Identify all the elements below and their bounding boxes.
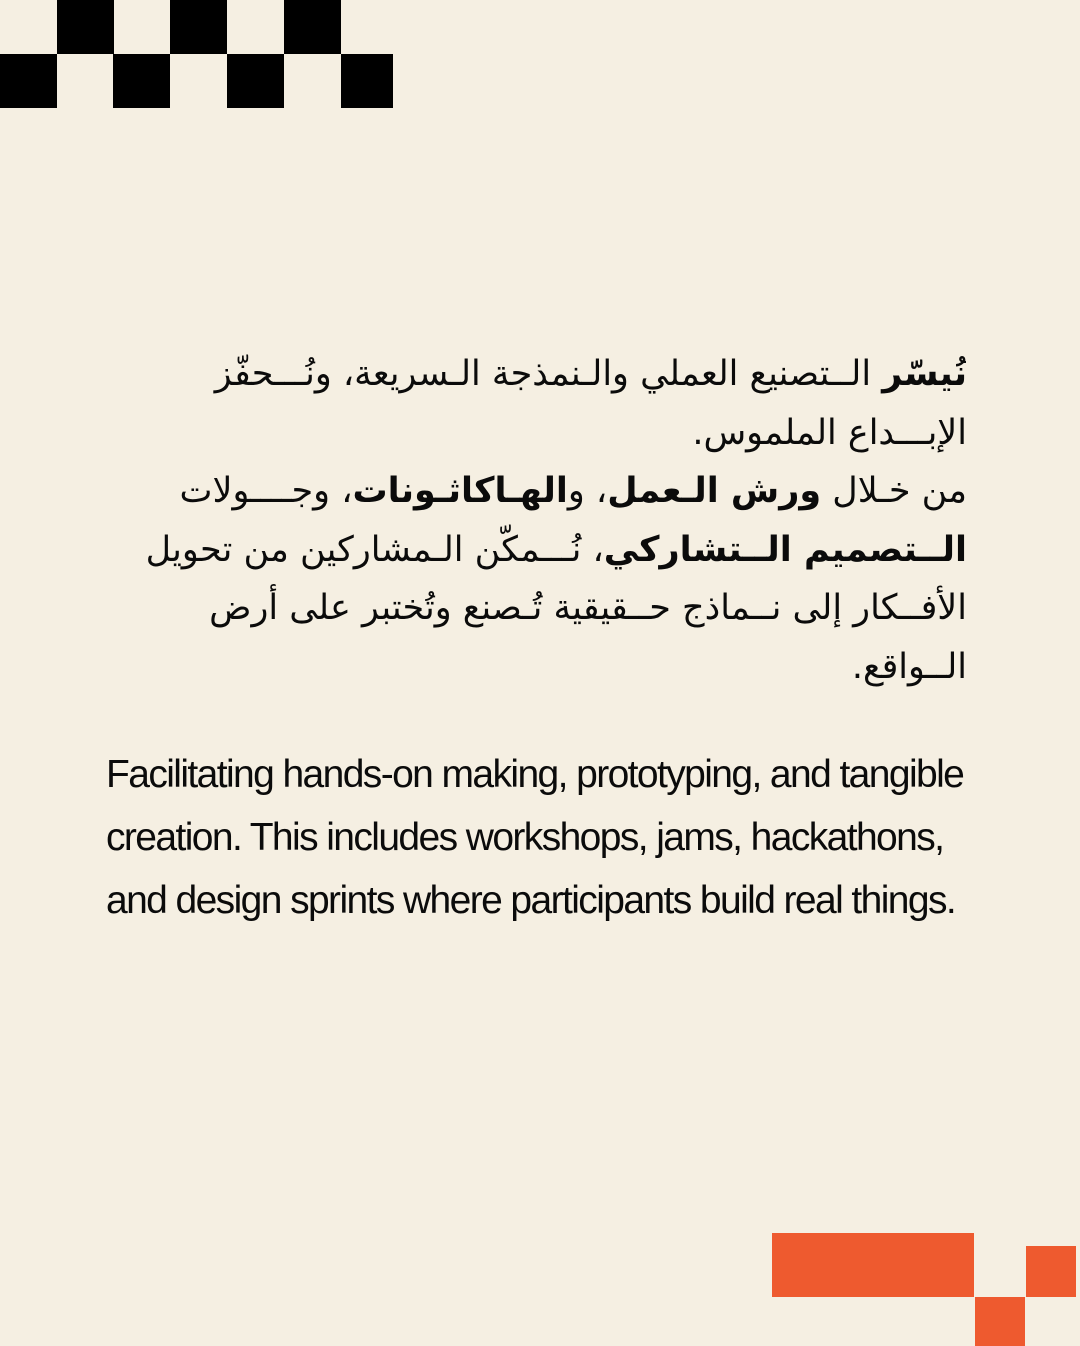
arabic-emphasis-workshops: ورش الـعمل	[607, 471, 822, 511]
arabic-emphasis: نُيسّر	[882, 354, 967, 394]
checker-square	[170, 0, 227, 54]
arabic-emphasis-hackathons: الهـاكاثـونات	[352, 471, 568, 511]
checker-square	[341, 54, 393, 108]
arabic-emphasis-design-sprints: الــتصميم الــتشاركي	[603, 529, 967, 570]
checker-square	[113, 54, 170, 108]
checker-square	[57, 0, 114, 54]
arabic-description	[137, 345, 967, 696]
arabic-text: ، وجــــولات	[179, 471, 353, 511]
orange-block	[975, 1297, 1025, 1346]
arabic-paragraph-1	[137, 345, 967, 462]
english-description	[106, 743, 986, 932]
arabic-text: ، و	[567, 471, 608, 511]
english-paragraph: Facilitating hands-on making, prototyping, and tangible creation. This includes workshops, jams, hackathons, and design sprints where participants build real things.	[106, 753, 964, 922]
arabic-text: الــتصنيع العملي والـنمذجة الـسريعة، ونُـــحفّز الإبـــداع الملموس.	[214, 354, 967, 453]
arabic-paragraph-2	[137, 462, 967, 696]
checker-square	[227, 54, 284, 108]
orange-block	[772, 1233, 974, 1297]
orange-block	[1026, 1246, 1076, 1297]
arabic-text: ، نُـــمكّن الـمشاركين من تحويل الأفــكار إلى نــماذج حــقيقية تُـصنع وتُختبر على أرض الــواقع.	[145, 529, 967, 687]
checker-square	[0, 54, 57, 108]
arabic-text: من خـلال	[821, 471, 967, 511]
checker-square	[284, 0, 341, 54]
